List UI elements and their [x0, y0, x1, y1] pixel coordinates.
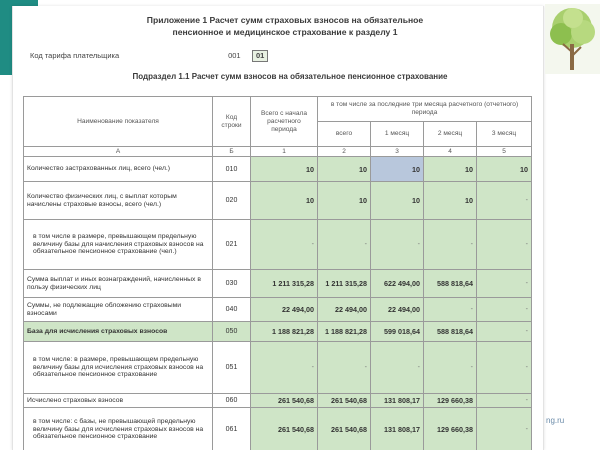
table-row — [24, 298, 532, 322]
contributions-table — [23, 96, 532, 450]
value-cell[interactable]: 129 660,38 — [424, 394, 477, 408]
value-cell[interactable]: 131 808,17 — [371, 394, 424, 408]
index-cell: 2 — [318, 147, 371, 157]
row-name: База для исчисления страховых взносов — [24, 322, 213, 342]
value-cell[interactable]: - — [318, 220, 371, 270]
value-cell[interactable]: - — [371, 342, 424, 394]
index-cell: Б — [213, 147, 251, 157]
value-cell[interactable]: 261 540,68 — [318, 408, 371, 450]
value-cell[interactable]: 10 — [318, 157, 371, 182]
row-code: 040 — [213, 298, 251, 322]
table-row — [24, 408, 532, 450]
row-name: Количество застрахованных лиц, всего (чел.) — [24, 157, 213, 182]
value-cell[interactable]: 588 818,64 — [424, 322, 477, 342]
value-cell[interactable]: 10 — [424, 182, 477, 220]
row-code: 030 — [213, 270, 251, 298]
table-row — [24, 394, 532, 408]
header-months-total: всего — [318, 122, 371, 147]
index-cell: 3 — [371, 147, 424, 157]
value-cell[interactable]: - — [477, 408, 532, 450]
title-line-2: пенсионное и медицинское страхование к разделу 1 — [172, 27, 398, 37]
index-cell: 4 — [424, 147, 477, 157]
value-cell[interactable]: - — [424, 342, 477, 394]
tariff-label: Код тарифа плательщика — [30, 50, 120, 60]
header-last-three-months: в том числе за последние три месяца расчетного (отчетного) периода — [318, 97, 532, 122]
column-index-row — [24, 147, 532, 157]
value-cell[interactable]: - — [318, 342, 371, 394]
header-month-3: 3 месяц — [477, 122, 532, 147]
value-cell[interactable]: 261 540,68 — [318, 394, 371, 408]
row-name: Исчислено страховых взносов — [24, 394, 213, 408]
value-cell[interactable]: 10 — [477, 157, 532, 182]
value-cell[interactable]: 1 188 821,28 — [318, 322, 371, 342]
value-cell[interactable]: 10 — [251, 182, 318, 220]
row-code: 050 — [213, 322, 251, 342]
document-title — [105, 14, 465, 38]
value-cell[interactable]: - — [424, 220, 477, 270]
table-row — [24, 220, 532, 270]
row-name: в том числе: с базы, не превышающей предельную величину базы для исчисления страховых взносов на обязательное пенсионное страхование — [24, 408, 213, 450]
value-cell[interactable]: - — [477, 322, 532, 342]
value-cell[interactable]: - — [477, 298, 532, 322]
table-row-highlighted — [24, 322, 532, 342]
index-cell: А — [24, 147, 213, 157]
value-cell[interactable]: 588 818,64 — [424, 270, 477, 298]
value-cell[interactable]: 22 494,00 — [318, 298, 371, 322]
value-cell[interactable]: 622 494,00 — [371, 270, 424, 298]
header-line-code: Код строки — [213, 97, 251, 147]
value-cell[interactable]: 1 188 821,28 — [251, 322, 318, 342]
value-cell[interactable]: - — [477, 394, 532, 408]
value-cell[interactable]: - — [251, 342, 318, 394]
row-name: Сумма выплат и иных вознаграждений, начисленных в пользу физических лиц — [24, 270, 213, 298]
value-cell[interactable]: - — [477, 270, 532, 298]
row-name: в том числе в размере, превышающем предельную величину базы для начисления страховых взносов на обязательное пенсионное страхование (чел.) — [24, 220, 213, 270]
index-cell: 5 — [477, 147, 532, 157]
value-cell[interactable]: 10 — [318, 182, 371, 220]
value-cell[interactable]: 1 211 315,28 — [318, 270, 371, 298]
value-cell[interactable]: 22 494,00 — [251, 298, 318, 322]
site-watermark: ng.ru — [546, 416, 565, 425]
value-cell[interactable]: 10 — [251, 157, 318, 182]
value-cell-selected[interactable]: 10 — [371, 157, 424, 182]
value-cell[interactable]: 129 660,38 — [424, 408, 477, 450]
row-code: 061 — [213, 408, 251, 450]
value-cell[interactable]: 131 808,17 — [371, 408, 424, 450]
tariff-line-code: 001 — [228, 50, 241, 60]
title-line-1: Приложение 1 Расчет сумм страховых взносов на обязательное — [146, 15, 424, 25]
table-row — [24, 157, 532, 182]
value-cell[interactable]: 10 — [424, 157, 477, 182]
value-cell[interactable]: 10 — [371, 182, 424, 220]
row-name: Суммы, не подлежащие обложению страховыми взносами — [24, 298, 213, 322]
value-cell[interactable]: - — [477, 342, 532, 394]
header-month-1: 1 месяц — [371, 122, 424, 147]
table-row — [24, 182, 532, 220]
header-month-2: 2 месяц — [424, 122, 477, 147]
table-row — [24, 270, 532, 298]
table-row — [24, 342, 532, 394]
row-name: Количество физических лиц, с выплат которым начислены страховые взносы, всего (чел.) — [24, 182, 213, 220]
value-cell[interactable]: 261 540,68 — [251, 408, 318, 450]
row-code: 020 — [213, 182, 251, 220]
value-cell[interactable]: 1 211 315,28 — [251, 270, 318, 298]
value-cell[interactable]: - — [477, 220, 532, 270]
value-cell[interactable]: 599 018,64 — [371, 322, 424, 342]
tree-logo-icon — [545, 4, 600, 74]
row-code: 060 — [213, 394, 251, 408]
value-cell[interactable]: - — [424, 298, 477, 322]
value-cell[interactable]: 22 494,00 — [371, 298, 424, 322]
tariff-code-row — [30, 50, 268, 62]
index-cell: 1 — [251, 147, 318, 157]
row-code: 021 — [213, 220, 251, 270]
subsection-title: Подраздел 1.1 Расчет сумм взносов на обязательное пенсионное страхование — [132, 72, 448, 81]
header-indicator-name: Наименование показателя — [24, 97, 213, 147]
header-total: Всего с начала расчетного периода — [251, 97, 318, 147]
value-cell[interactable]: - — [371, 220, 424, 270]
value-cell[interactable]: 261 540,68 — [251, 394, 318, 408]
row-code: 010 — [213, 157, 251, 182]
row-name: в том числе: в размере, превышающем предельную величину базы для исчисления страховых взносов на обязательное пенсионное страхование — [24, 342, 213, 394]
row-code: 051 — [213, 342, 251, 394]
tariff-value-box[interactable]: 01 — [252, 50, 268, 62]
value-cell[interactable]: - — [251, 220, 318, 270]
value-cell[interactable]: - — [477, 182, 532, 220]
